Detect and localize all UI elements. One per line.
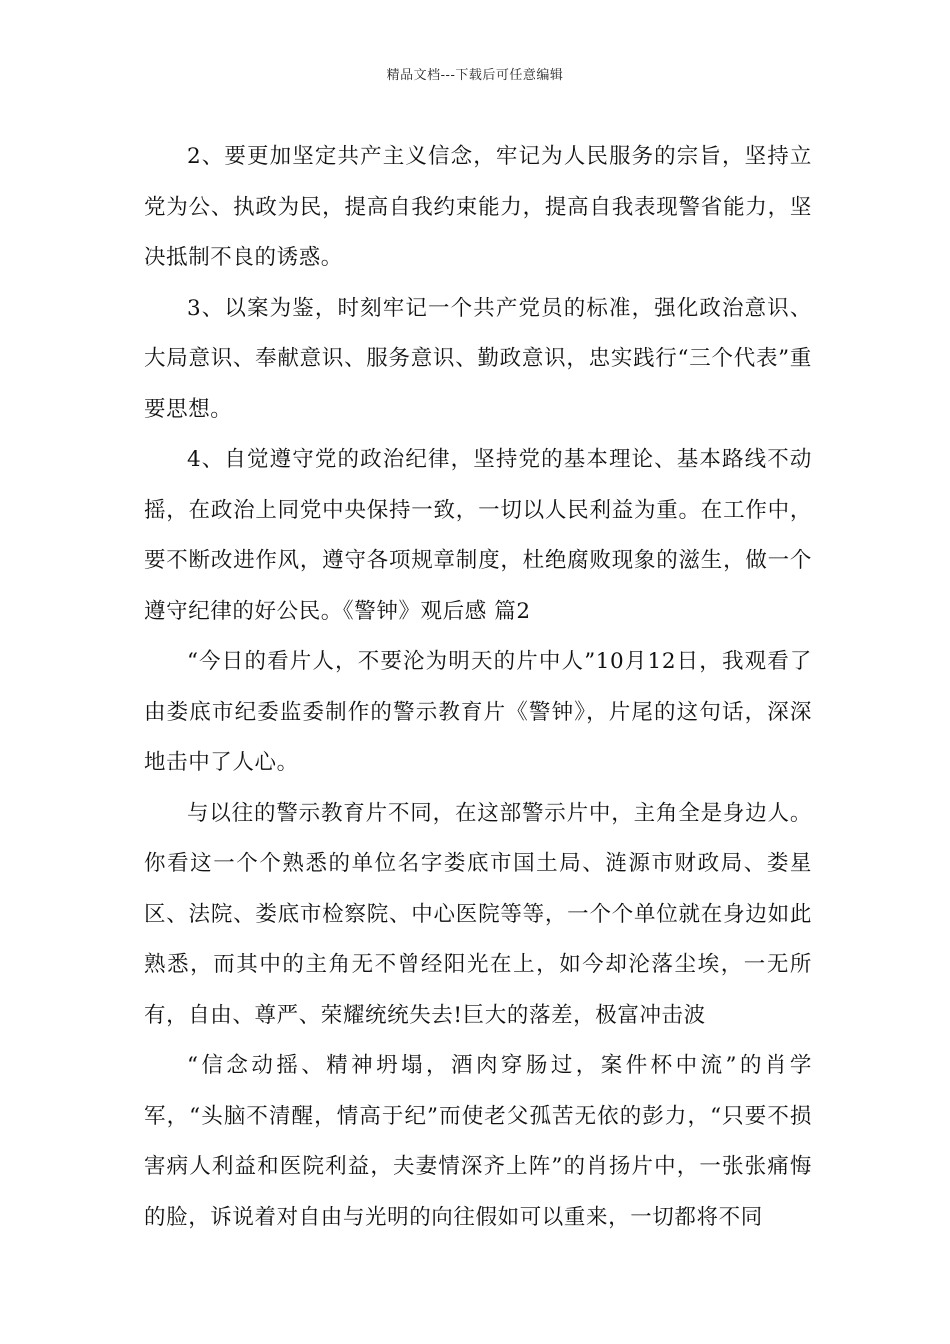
document-body [144, 132, 812, 1243]
paragraph-2: 3、以案为鉴，时刻牢记一个共产党员的标准，强化政治意识、大局意识、奉献意识、服务意识、勤政意识，忠实践行“三个代表”重要思想。 [144, 295, 812, 422]
page-header: 精品文档---下载后可任意编辑 [386, 68, 564, 83]
paragraph-3: 4、自觉遵守党的政治纪律，坚持党的基本理论、基本路线不动摇，在政治上同党中央保持一致，一切以人民利益为重。在工作中，要不断改进作风，遵守各项规章制度，杜绝腐败现象的滋生，做一个遵守纪律的好公民。《警钟》观后感 篇2 [144, 447, 812, 624]
paragraph-6: “信念动摇、精神坍塌，酒肉穿肠过，案件杯中流”的肖学军，“头脑不清醒，情高于纪”而使老父孤苦无依的彭力，“只要不损害病人利益和医院利益，夫妻情深齐上阵”的肖扬片中，一张张痛悔的脸，诉说着对自由与光明的向往假如可以重来，一切都将不同 [144, 1053, 812, 1230]
paragraph-5: 与以往的警示教育片不同，在这部警示片中，主角全是身边人。你看这一个个熟悉的单位名字娄底市国土局、涟源市财政局、娄星区、法院、娄底市检察院、中心医院等等，一个个单位就在身边如此熟悉，而其中的主角无不曾经阳光在上，如今却沦落尘埃，一无所有，自由、尊严、荣耀统统失去!巨大的落差，极富冲击波 [144, 800, 812, 1028]
paragraph-4: “今日的看片人，不要沦为明天的片中人”10月12日，我观看了由娄底市纪委监委制作的警示教育片《警钟》，片尾的这句话，深深地击中了人心。 [144, 649, 812, 775]
paragraph-1: 2、要更加坚定共产主义信念，牢记为人民服务的宗旨，坚持立党为公、执政为民，提高自我约束能力，提高自我表现警省能力，坚决抵制不良的诱惑。 [144, 144, 812, 270]
